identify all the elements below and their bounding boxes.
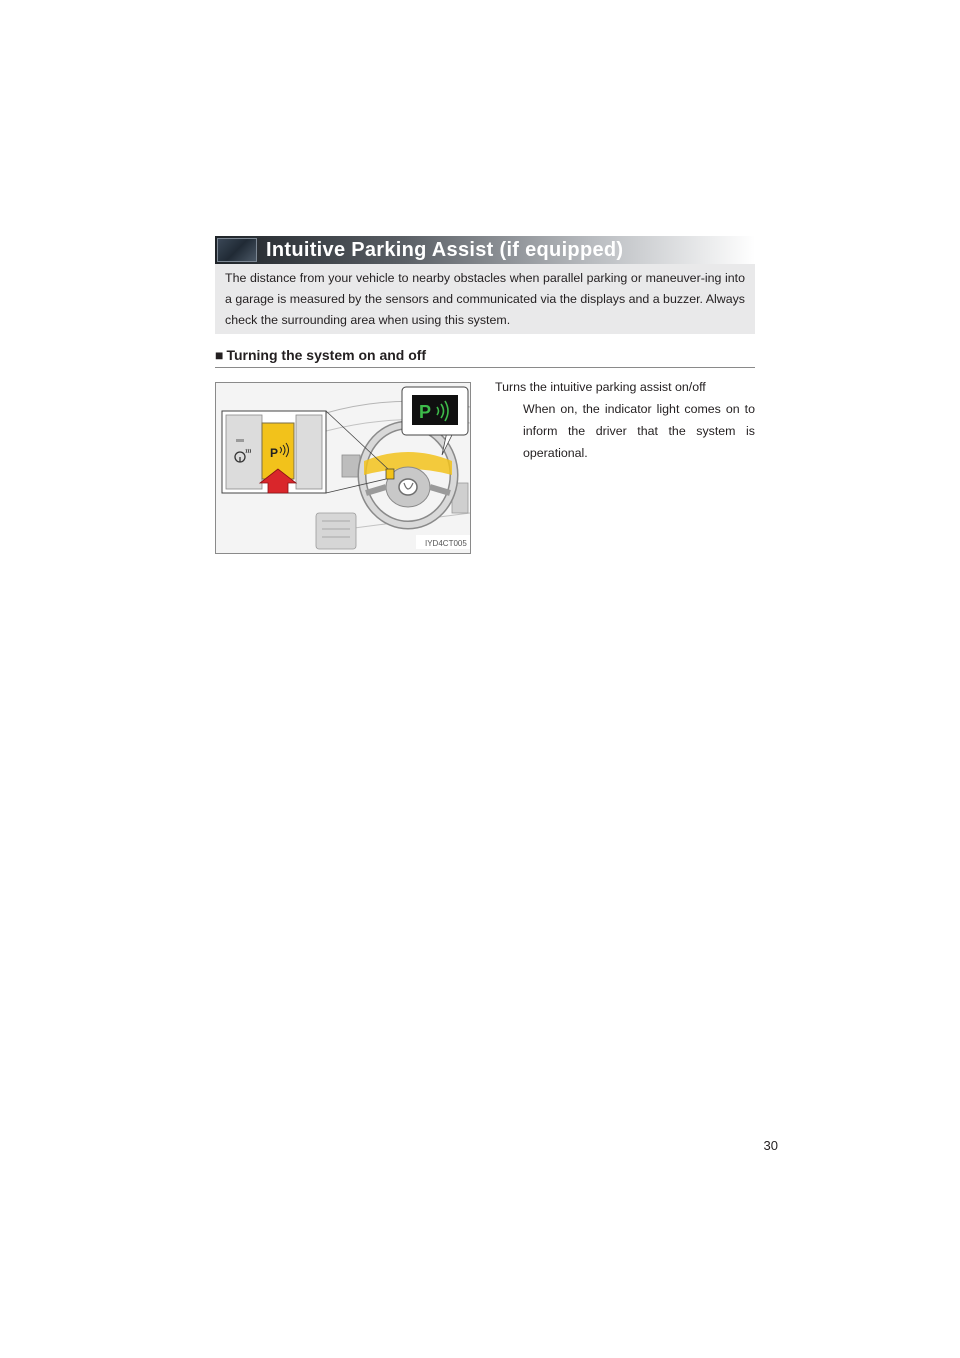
indicator-p-label: P: [419, 402, 432, 422]
button-p-label: P: [270, 446, 279, 460]
section-marker: ■: [215, 347, 224, 363]
section-heading: [215, 344, 755, 368]
intro-box: [215, 264, 755, 334]
description-lead: Turns the intuitive parking assist on/off: [495, 380, 706, 394]
description: [495, 376, 755, 464]
dashboard-drawing: [216, 383, 470, 553]
page-title: Intuitive Parking Assist (if equipped): [266, 239, 624, 261]
title-thumbnail: [217, 238, 257, 262]
intro-text: The distance from your vehicle to nearby obstacles when parallel parking or maneuver-ing into a garage is measured by the sensors and communicated via the displays and a buzzer. Always check the surrounding area when using this system.: [225, 271, 746, 327]
section-title-bar: [215, 236, 755, 264]
description-detail: When on, the indicator light comes on to inform the driver that the system is operational.: [523, 402, 755, 460]
page-number: 30: [763, 1138, 778, 1153]
switch-illustration: [215, 382, 471, 554]
section-heading-text: Turning the system on and off: [226, 347, 427, 363]
window-switch-panel: [316, 513, 356, 549]
dash-button-highlight: [386, 469, 394, 479]
figure-code: IYD4CT005: [425, 539, 467, 548]
